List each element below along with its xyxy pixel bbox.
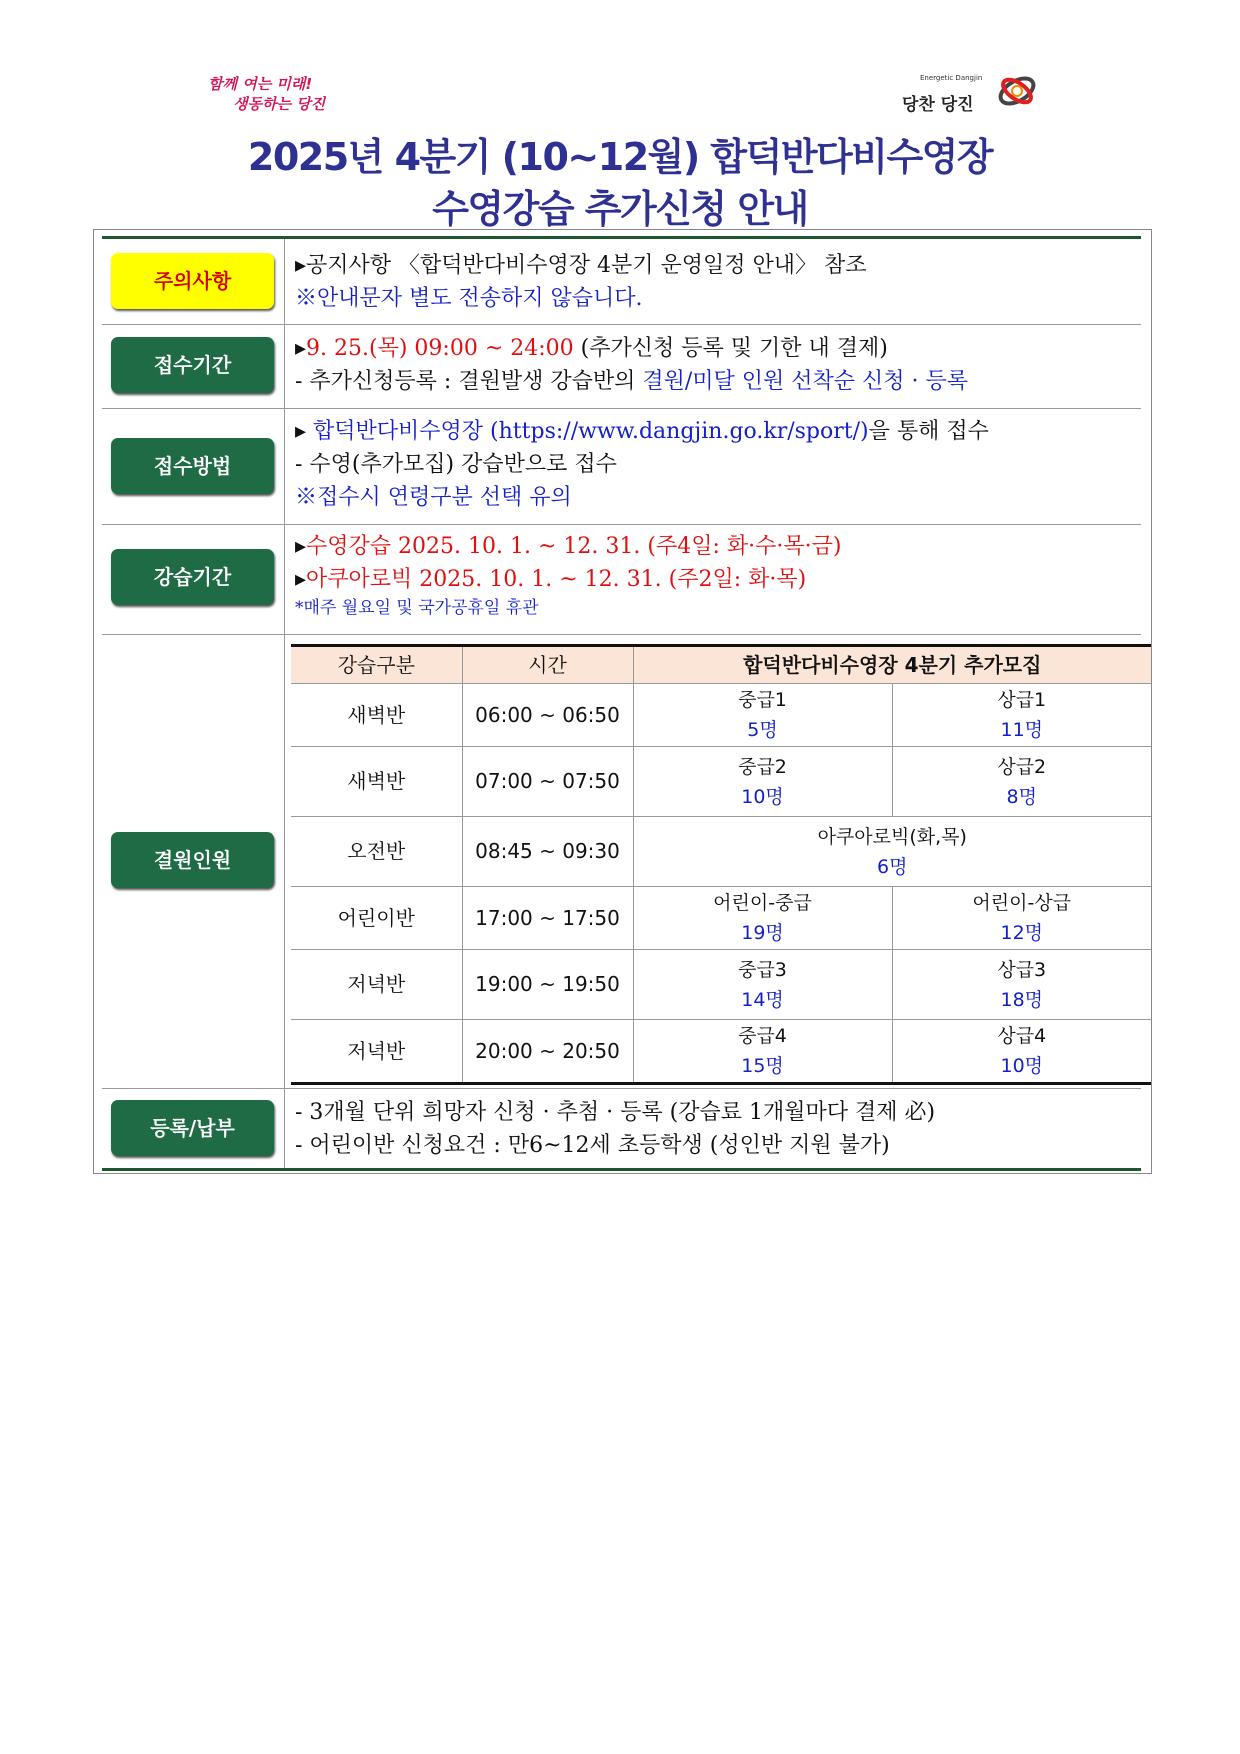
info-table: [93, 229, 1152, 1174]
table-row: [291, 684, 1151, 747]
cell-course-a: [633, 887, 892, 950]
course-count: 15명: [741, 1055, 784, 1077]
cell-course-a: [633, 1020, 892, 1084]
course-count: 6명: [877, 855, 908, 878]
course-count: 5명: [747, 719, 778, 741]
lesson-aqua-period: 아쿠아로빅 2025. 10. 1. ~ 12. 31. (주2일: 화·목): [306, 567, 807, 592]
brand-name: 당찬 당진: [902, 95, 974, 115]
course-name: 어린이-상급: [972, 892, 1072, 914]
course-name: 중급4: [738, 1025, 787, 1047]
notice-line1: ▸공지사항 〈합덕반다비수영장 4분기 운영일정 안내〉 참조: [295, 253, 867, 278]
label-lesson: 강습기간: [111, 549, 274, 605]
notice-line2: ※안내문자 별도 전송하지 않습니다.: [295, 286, 643, 311]
course-count: 19명: [741, 922, 784, 944]
cell-course-b: [892, 887, 1151, 950]
dangjin-emblem-icon: [994, 70, 1040, 112]
cell-time: 06:00 ~ 06:50: [462, 684, 633, 747]
course-count: 8명: [1006, 785, 1037, 808]
cell-time: 17:00 ~ 17:50: [462, 887, 633, 950]
table-row: [291, 747, 1151, 817]
table-row: [291, 1020, 1151, 1084]
course-name: 상급4: [997, 1025, 1047, 1047]
course-name: 상급1: [997, 689, 1047, 711]
method-line3: ※접수시 연령구분 선택 유의: [295, 485, 572, 510]
period-line2-text: - 추가신청등록 : 결원발생 강습반의: [295, 369, 643, 394]
cell-course-b: [892, 1020, 1151, 1084]
table-row: [291, 887, 1151, 950]
header-class: 강습구분: [291, 646, 462, 684]
label-method: 접수방법: [111, 438, 274, 494]
period-note: (추가신청 등록 및 기한 내 결제): [573, 336, 888, 361]
brand-small-text: Energetic Dangjin: [920, 74, 983, 82]
course-name: 상급3: [997, 958, 1047, 981]
row-vacancy: [102, 634, 1141, 1089]
payment-line2: - 어린이반 신청요건 : 만6~12세 초등학생 (성인반 지원 불가): [295, 1133, 890, 1158]
cell-class: 저녁반: [291, 1020, 462, 1084]
cell-course-b: [892, 747, 1151, 817]
table-row: [291, 950, 1151, 1020]
course-count: 18명: [1000, 988, 1044, 1011]
method-line1: [295, 415, 1135, 448]
brand-logo: [900, 70, 1040, 120]
lesson-closed-note: *매주 월요일 및 국가공휴일 휴관: [295, 598, 539, 618]
cell-course-aqua: [633, 817, 1151, 887]
cell-class: 어린이반: [291, 887, 462, 950]
header-recruit: 합덕반다비수영장 4분기 추가모집: [633, 646, 1151, 684]
row-period: [102, 324, 1141, 409]
slogan: [208, 74, 348, 114]
cell-course-b: [892, 684, 1151, 747]
cell-time: 07:00 ~ 07:50: [462, 747, 633, 817]
course-name: 중급1: [738, 689, 787, 711]
period-dates: 9. 25.(목) 09:00 ~ 24:00: [306, 336, 574, 361]
cell-course-b: [892, 950, 1151, 1020]
cell-time: 19:00 ~ 19:50: [462, 950, 633, 1020]
method-line1-rest: 을 통해 접수: [868, 419, 989, 444]
cell-course-a: [633, 950, 892, 1020]
cell-course-a: [633, 684, 892, 747]
label-notice: 주의사항: [111, 253, 274, 309]
bullet-arrow: ▸: [295, 336, 307, 361]
vacancy-header-row: [291, 646, 1151, 684]
course-name: 중급2: [738, 755, 787, 778]
course-name: 아쿠아로빅(화,목): [817, 825, 967, 848]
cell-class: 오전반: [291, 817, 462, 887]
table-row: [291, 817, 1151, 887]
cell-course-a: [633, 747, 892, 817]
payment-line1: - 3개월 단위 희망자 신청 · 추첨 · 등록 (강습료 1개월마다 결제 必): [295, 1100, 936, 1125]
slogan-line2: 생동하는 당진: [233, 95, 326, 113]
lesson-swim-period: 수영강습 2025. 10. 1. ~ 12. 31. (주4일: 화·수·목·금): [306, 534, 842, 559]
bullet-arrow: ▸: [295, 567, 307, 592]
course-count: 12명: [1000, 922, 1044, 944]
slogan-line1: 함께 여는 미래!: [208, 75, 313, 93]
label-payment: 등록/납부: [111, 1100, 274, 1156]
course-name: 상급2: [997, 755, 1047, 778]
row-lesson: [102, 524, 1141, 635]
page-title-line1: 2025년 4분기 (10~12월) 합덕반다비수영장: [247, 135, 993, 179]
period-line2-highlight: 결원/미달 인원 선착순 신청 · 등록: [642, 369, 968, 394]
label-vacancy: 결원인원: [111, 832, 274, 888]
row-payment: [102, 1088, 1141, 1168]
method-link[interactable]: 합덕반다비수영장 (https://www.dangjin.go.kr/sport/): [313, 419, 869, 444]
header-time: 시간: [462, 646, 633, 684]
cell-class: 새벽반: [291, 684, 462, 747]
label-period: 접수기간: [111, 337, 274, 393]
lesson-line2: [295, 563, 1135, 596]
course-name: 중급3: [738, 958, 787, 981]
period-line1: [295, 332, 1135, 365]
period-line2: [295, 365, 1135, 398]
row-notice: [102, 239, 1141, 325]
course-count: 10명: [741, 785, 784, 808]
bullet-arrow: ▸: [295, 534, 307, 559]
course-count: 10명: [1000, 1055, 1044, 1077]
bullet-arrow: ▸: [295, 419, 314, 444]
page-title-line2: 수영강습 추가신청 안내: [432, 187, 808, 231]
cell-time: 08:45 ~ 09:30: [462, 817, 633, 887]
course-count: 14명: [741, 988, 784, 1011]
course-name: 어린이-중급: [713, 892, 812, 914]
method-line2: - 수영(추가모집) 강습반으로 접수: [295, 452, 617, 477]
course-count: 11명: [1000, 719, 1044, 741]
cell-class: 새벽반: [291, 747, 462, 817]
lesson-line1: [295, 530, 1135, 563]
cell-class: 저녁반: [291, 950, 462, 1020]
row-method: [102, 408, 1141, 525]
vacancy-table: [291, 644, 1151, 1085]
cell-time: 20:00 ~ 20:50: [462, 1020, 633, 1084]
